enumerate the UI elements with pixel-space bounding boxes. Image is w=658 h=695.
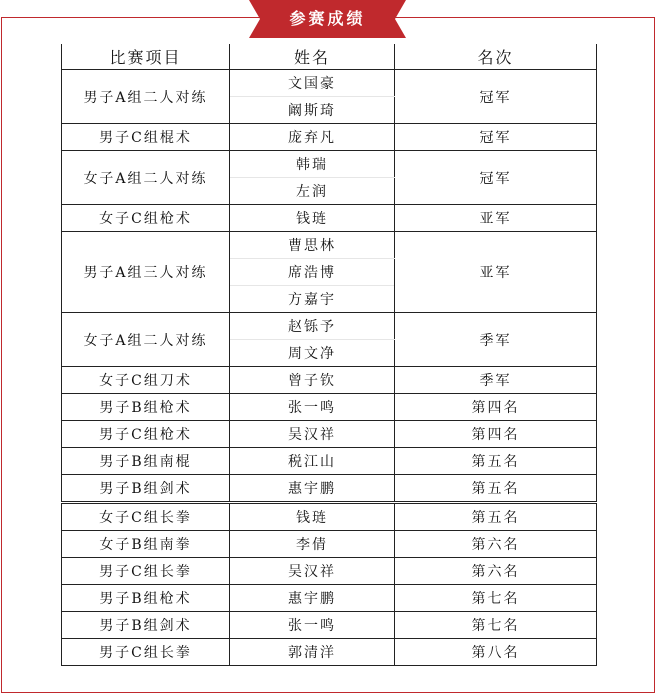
rank-cell: 第五名 <box>395 448 597 475</box>
section-banner <box>249 0 406 38</box>
event-cell: 男子C组棍术 <box>62 124 230 151</box>
results-table <box>61 44 597 666</box>
rank-cell: 亚军 <box>395 205 597 232</box>
event-cell: 男子B组剑术 <box>62 612 230 639</box>
athlete-name-cell: 赵铄予 <box>230 313 395 340</box>
athlete-name-cell: 周文净 <box>230 340 395 367</box>
rank-cell: 第七名 <box>395 585 597 612</box>
table-row <box>62 475 597 503</box>
athlete-name-cell: 郭清洋 <box>230 639 395 666</box>
athlete-name-cell: 吴汉祥 <box>230 421 395 448</box>
athlete-name-cell: 张一鸣 <box>230 612 395 639</box>
rank-cell: 第六名 <box>395 531 597 558</box>
table-row <box>62 612 597 639</box>
rank-cell: 第八名 <box>395 639 597 666</box>
header-event: 比赛项目 <box>62 44 230 70</box>
rank-cell: 第四名 <box>395 421 597 448</box>
section-title: 参赛成绩 <box>289 9 366 28</box>
event-cell: 男子B组剑术 <box>62 475 230 503</box>
event-cell: 男子B组枪术 <box>62 394 230 421</box>
table-row <box>62 151 597 178</box>
table-body <box>62 70 597 666</box>
athlete-name-cell: 庞弃凡 <box>230 124 395 151</box>
event-cell: 女子C组枪术 <box>62 205 230 232</box>
athlete-name-cell: 张一鸣 <box>230 394 395 421</box>
event-cell: 男子C组长拳 <box>62 558 230 585</box>
athlete-name-cell: 钱琏 <box>230 205 395 232</box>
athlete-name-cell: 吴汉祥 <box>230 558 395 585</box>
event-cell: 女子C组刀术 <box>62 367 230 394</box>
rank-cell: 第六名 <box>395 558 597 585</box>
athlete-name-cell: 曾子钦 <box>230 367 395 394</box>
event-cell: 男子A组三人对练 <box>62 232 230 313</box>
table-row <box>62 394 597 421</box>
table-row <box>62 70 597 97</box>
event-cell: 男子A组二人对练 <box>62 70 230 124</box>
event-cell: 女子B组南拳 <box>62 531 230 558</box>
table-header-row <box>62 44 597 70</box>
athlete-name-cell: 席浩博 <box>230 259 395 286</box>
header-name: 姓名 <box>230 44 395 70</box>
event-cell: 女子A组二人对练 <box>62 151 230 205</box>
table-row <box>62 558 597 585</box>
rank-cell: 第四名 <box>395 394 597 421</box>
event-cell: 男子B组南棍 <box>62 448 230 475</box>
rank-cell: 冠军 <box>395 151 597 205</box>
table-row <box>62 531 597 558</box>
table-row <box>62 367 597 394</box>
athlete-name-cell: 李倩 <box>230 531 395 558</box>
athlete-name-cell: 税江山 <box>230 448 395 475</box>
table-row <box>62 205 597 232</box>
athlete-name-cell: 惠宇鹏 <box>230 475 395 503</box>
athlete-name-cell: 阚斯琦 <box>230 97 395 124</box>
athlete-name-cell: 惠宇鹏 <box>230 585 395 612</box>
table-row <box>62 313 597 340</box>
table-row <box>62 503 597 531</box>
athlete-name-cell: 文国豪 <box>230 70 395 97</box>
rank-cell: 第五名 <box>395 503 597 531</box>
event-cell: 男子B组枪术 <box>62 585 230 612</box>
event-cell: 女子C组长拳 <box>62 503 230 531</box>
athlete-name-cell: 曹思林 <box>230 232 395 259</box>
rank-cell: 季军 <box>395 313 597 367</box>
header-rank: 名次 <box>395 44 597 70</box>
rank-cell: 第五名 <box>395 475 597 503</box>
event-cell: 女子A组二人对练 <box>62 313 230 367</box>
event-cell: 男子C组长拳 <box>62 639 230 666</box>
table-row <box>62 232 597 259</box>
rank-cell: 亚军 <box>395 232 597 313</box>
rank-cell: 冠军 <box>395 124 597 151</box>
table-row <box>62 448 597 475</box>
rank-cell: 季军 <box>395 367 597 394</box>
athlete-name-cell: 钱琏 <box>230 503 395 531</box>
table-row <box>62 124 597 151</box>
table-row <box>62 421 597 448</box>
table-row <box>62 585 597 612</box>
athlete-name-cell: 方嘉宇 <box>230 286 395 313</box>
table-row <box>62 639 597 666</box>
rank-cell: 第七名 <box>395 612 597 639</box>
athlete-name-cell: 左润 <box>230 178 395 205</box>
event-cell: 男子C组枪术 <box>62 421 230 448</box>
athlete-name-cell: 韩瑞 <box>230 151 395 178</box>
rank-cell: 冠军 <box>395 70 597 124</box>
